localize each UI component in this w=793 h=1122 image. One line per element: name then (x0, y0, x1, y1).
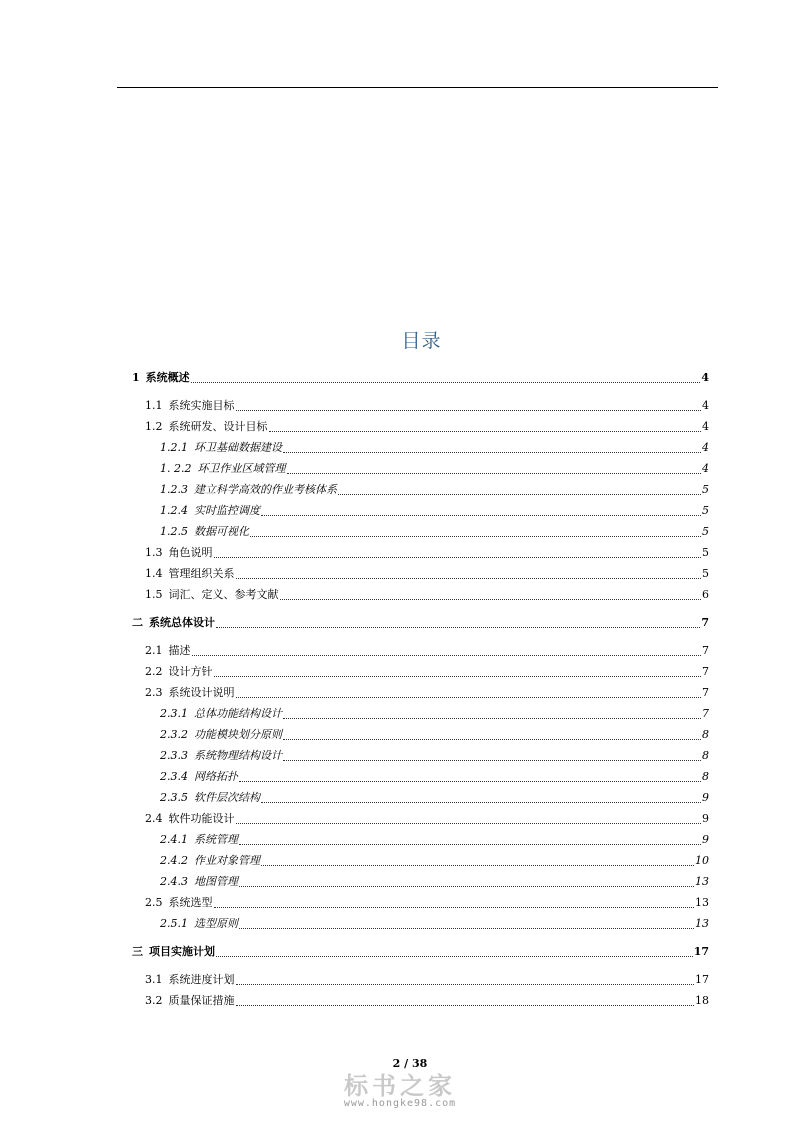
toc-entry-page: 18 (695, 994, 709, 1007)
toc-dot-leader (261, 502, 701, 516)
toc-entry-page: 17 (695, 973, 709, 986)
toc-entry[interactable] (160, 726, 709, 744)
toc-dot-leader (214, 894, 695, 908)
toc-entry-page: 13 (695, 896, 709, 909)
toc-entry[interactable] (160, 768, 709, 786)
toc-entry-label: 数据可视化 (194, 525, 249, 538)
toc-entry[interactable] (145, 992, 709, 1010)
toc-entry-label: 环卫基础数据建设 (194, 441, 282, 454)
toc-entry-page: 5 (702, 567, 709, 580)
toc-entry[interactable] (145, 810, 709, 828)
toc-entry-number: 二 (132, 616, 143, 629)
toc-entry[interactable] (145, 894, 709, 912)
toc-dot-leader (261, 789, 701, 803)
toc-entry[interactable] (160, 873, 709, 891)
toc-entry-number: 1.2.4 (160, 504, 188, 517)
toc-dot-leader (239, 768, 701, 782)
toc-entry[interactable] (160, 439, 709, 457)
toc-entry-page: 8 (702, 728, 709, 741)
toc-entry-number: 3.1 (145, 973, 163, 986)
toc-dot-leader (261, 852, 694, 866)
toc-entry-number: 1.2 (145, 420, 163, 433)
toc-entry-page: 7 (702, 707, 709, 720)
toc-entry-label: 描述 (168, 644, 191, 657)
toc-entry-label: 网络拓扑 (194, 770, 238, 783)
toc-entry-number: 1.5 (145, 588, 163, 601)
toc-entry-page: 5 (702, 504, 709, 517)
toc-dot-leader (239, 915, 694, 929)
toc-entry-number: 2.3.1 (160, 707, 188, 720)
toc-entry-number: 1. 2.2 (160, 462, 192, 475)
toc-dot-leader (287, 460, 702, 474)
toc-entry-number: 1.2.3 (160, 483, 188, 496)
watermark-logo (310, 1066, 490, 1112)
toc-dot-leader (239, 873, 694, 887)
toc-entry-label: 设计方针 (168, 665, 213, 678)
toc-entry-number: 3.2 (145, 994, 163, 1007)
toc-entry[interactable] (160, 705, 709, 723)
toc-entry-label: 系统物理结构设计 (194, 749, 282, 762)
toc-dot-leader (338, 481, 701, 495)
toc-dot-leader (236, 397, 702, 411)
toc-entry[interactable] (145, 418, 709, 436)
toc-entry-label: 管理组织关系 (168, 567, 235, 580)
toc-entry-page: 5 (702, 546, 709, 559)
toc-title: 目录 (401, 330, 442, 352)
toc-entry-page: 9 (702, 791, 709, 804)
toc-entry-number: 2.4 (145, 812, 163, 825)
toc-entry-label: 地图管理 (194, 875, 238, 888)
toc-entry[interactable] (160, 789, 709, 807)
toc-dot-leader (283, 747, 701, 761)
toc-entry-page: 4 (702, 420, 709, 433)
toc-dot-leader (239, 831, 701, 845)
toc-entry-label: 实时监控调度 (194, 504, 260, 517)
toc-entry-label: 软件功能设计 (168, 812, 235, 825)
toc-entry-page: 8 (702, 749, 709, 762)
toc-entry-label: 系统进度计划 (168, 973, 235, 986)
toc-entry-label: 角色说明 (168, 546, 213, 559)
toc-entry-number: 2.4.3 (160, 875, 188, 888)
toc-entry-label: 词汇、定义、参考文献 (168, 588, 279, 601)
toc-dot-leader (236, 684, 702, 698)
toc-entry-number: 2.3.2 (160, 728, 188, 741)
toc-entry-number: 1.2.1 (160, 441, 188, 454)
toc-entry-label: 总体功能结构设计 (194, 707, 282, 720)
toc-dot-leader (236, 565, 702, 579)
toc-entry[interactable] (132, 614, 709, 632)
toc-entry-number: 2.1 (145, 644, 163, 657)
toc-entry[interactable] (145, 642, 709, 660)
toc-entry-number: 2.4.2 (160, 854, 188, 867)
toc-entry-label: 环卫作业区域管理 (197, 462, 286, 475)
toc-entry-number: 2.3.5 (160, 791, 188, 804)
toc-entry-label: 系统概述 (145, 371, 190, 384)
toc-dot-leader (192, 642, 702, 656)
toc-entry-label: 系统实施目标 (168, 399, 235, 412)
toc-entry-page: 17 (693, 945, 709, 958)
toc-dot-leader (283, 439, 701, 453)
toc-entry[interactable] (132, 943, 709, 961)
toc-dot-leader (269, 418, 702, 432)
toc-entry[interactable] (145, 684, 709, 702)
toc-entry[interactable] (160, 852, 709, 870)
toc-entry[interactable] (160, 831, 709, 849)
toc-entry-page: 7 (702, 665, 709, 678)
toc-entry-page: 13 (695, 875, 709, 888)
toc-entry-page: 9 (702, 812, 709, 825)
toc-entry-label: 系统设计说明 (168, 686, 235, 699)
toc-entry-page: 7 (702, 644, 709, 657)
toc-entry-page: 4 (702, 462, 709, 475)
toc-dot-leader (236, 992, 695, 1006)
toc-entry-label: 选型原则 (194, 917, 238, 930)
toc-entry-label: 建立科学高效的作业考核体系 (194, 483, 337, 496)
toc-dot-leader (283, 705, 701, 719)
toc-entry-number: 2.5.1 (160, 917, 188, 930)
toc-entry-page: 4 (702, 441, 709, 454)
toc-entry-page: 5 (702, 525, 709, 538)
toc-entry-label: 系统管理 (194, 833, 238, 846)
toc-entry-label: 软件层次结构 (194, 791, 260, 804)
toc-entry[interactable] (145, 565, 709, 583)
toc-entry-page: 7 (701, 616, 709, 629)
toc-entry-page: 5 (702, 483, 709, 496)
toc-entry-page: 7 (702, 686, 709, 699)
toc-entry-label: 功能模块划分原则 (194, 728, 282, 741)
toc-entry-number: 2.4.1 (160, 833, 188, 846)
toc-entry-page: 4 (701, 371, 709, 384)
toc-entry-page: 8 (702, 770, 709, 783)
toc-entry[interactable] (145, 971, 709, 989)
toc-entry[interactable] (145, 397, 709, 415)
toc-entry-page: 13 (695, 917, 709, 930)
toc-entry[interactable] (160, 460, 709, 478)
toc-entry-number: 2.3 (145, 686, 163, 699)
toc-dot-leader (214, 544, 702, 558)
toc-entry[interactable] (145, 586, 709, 604)
toc-entry-number: 1.1 (145, 399, 163, 412)
toc-entry[interactable] (145, 663, 709, 681)
watermark-url: www.hongke98.com (343, 1098, 457, 1109)
toc-entry-number: 1.3 (145, 546, 163, 559)
toc-dot-leader (216, 614, 700, 628)
toc-entry-page: 10 (695, 854, 709, 867)
toc-dot-leader (236, 810, 702, 824)
toc-dot-leader (216, 943, 693, 957)
toc-dot-leader (283, 726, 701, 740)
toc-entry-label: 系统选型 (168, 896, 213, 909)
toc-entry[interactable] (132, 369, 709, 387)
page-number: 2 / 38 (392, 1057, 428, 1070)
toc-entry-number: 2.2 (145, 665, 163, 678)
toc-entry-label: 系统研发、设计目标 (168, 420, 268, 433)
toc-entry-label: 作业对象管理 (194, 854, 260, 867)
toc-entry-number: 1.2.5 (160, 525, 188, 538)
toc-entry-number: 1.4 (145, 567, 163, 580)
toc-entry-page: 6 (702, 588, 709, 601)
toc-dot-leader (236, 971, 695, 985)
toc-entry-page: 9 (702, 833, 709, 846)
toc-dot-leader (280, 586, 702, 600)
toc-entry[interactable] (145, 544, 709, 562)
toc-dot-leader (191, 369, 701, 383)
toc-entry[interactable] (160, 502, 709, 520)
toc-entry-label: 系统总体设计 (149, 616, 215, 629)
toc-entry[interactable] (160, 481, 709, 499)
toc-entry-number: 1 (132, 371, 140, 384)
toc-entry-label: 项目实施计划 (149, 945, 215, 958)
toc-dot-leader (214, 663, 702, 677)
watermark-logo-text: 标书之家 (344, 1072, 456, 1100)
toc-entry-number: 2.3.3 (160, 749, 188, 762)
toc-entry-number: 三 (132, 945, 143, 958)
toc-entry-label: 质量保证措施 (168, 994, 235, 1007)
toc-entry-page: 4 (702, 399, 709, 412)
toc-entry[interactable] (160, 915, 709, 933)
toc-dot-leader (250, 523, 701, 537)
toc-entry-number: 2.5 (145, 896, 163, 909)
toc-entry[interactable] (160, 523, 709, 541)
toc-entry-number: 2.3.4 (160, 770, 188, 783)
toc-entry[interactable] (160, 747, 709, 765)
